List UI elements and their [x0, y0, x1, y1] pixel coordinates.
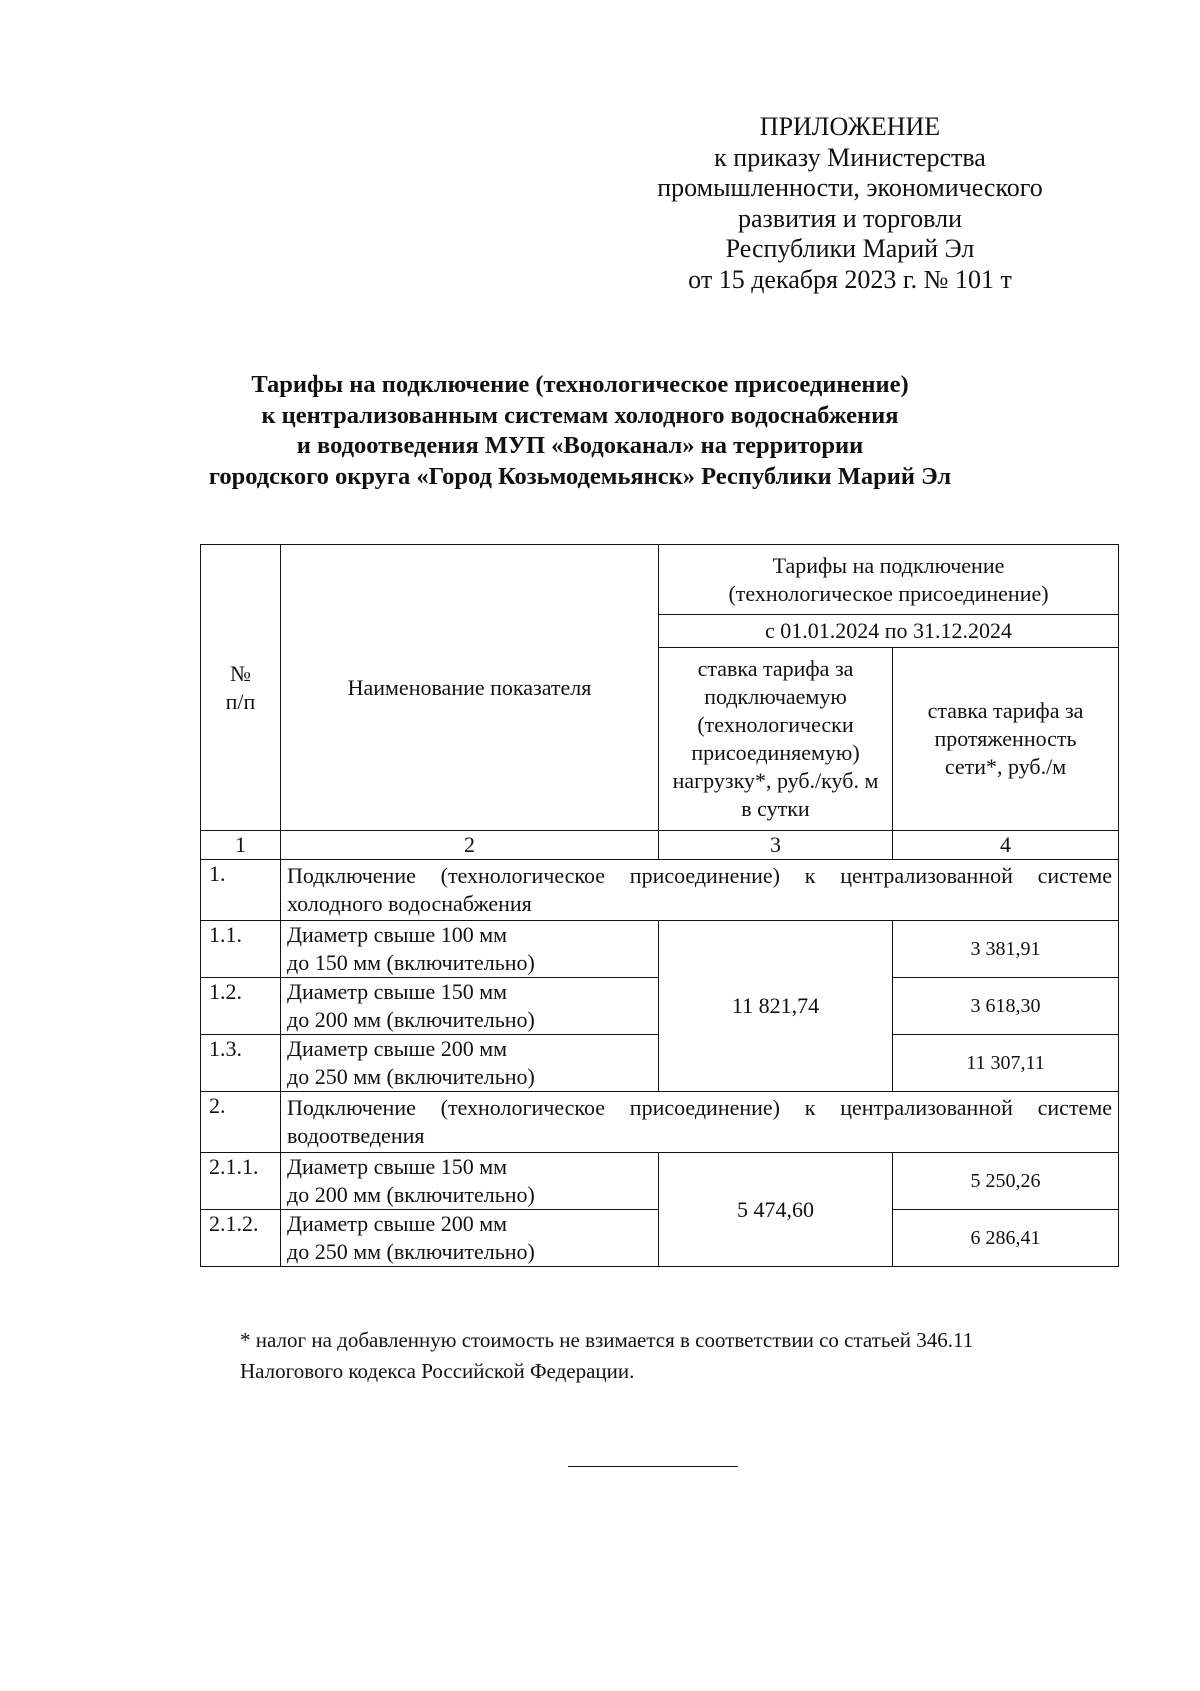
end-divider [568, 1466, 738, 1467]
row-num: 2.1.2. [201, 1210, 281, 1267]
appendix-line: Республики Марий Эл [725, 234, 975, 263]
row-name [281, 1210, 659, 1267]
column-number: 2 [281, 831, 659, 860]
row-name [281, 978, 659, 1035]
row-name-line: Диаметр свыше 100 мм [287, 922, 508, 947]
row-name-line: Диаметр свыше 150 мм [287, 1154, 508, 1179]
load-rate-value: 5 474,60 [659, 1153, 893, 1267]
row-name-line: до 250 мм (включительно) [287, 1064, 535, 1089]
footnote-line: * налог на добавленную стоимость не взимается в соответствии со статьей 346.11 [240, 1328, 974, 1352]
title-line: к централизованным системам холодного водоснабжения [261, 401, 899, 429]
column-number: 4 [893, 831, 1119, 860]
appendix-heading: ПРИЛОЖЕНИЕ [759, 112, 941, 141]
header-tariffs-group: Тарифы на подключение (технологическое присоединение) [659, 545, 1119, 615]
row-name-line: Диаметр свыше 150 мм [287, 979, 508, 1004]
footnote [240, 1325, 1120, 1387]
document-title [150, 370, 1010, 492]
row-num: 2.1.1. [201, 1153, 281, 1210]
appendix-line: развития и торговли [737, 203, 962, 233]
column-number: 3 [659, 831, 893, 860]
table-row [201, 1153, 1119, 1210]
header-network-rate: ставка тарифа за протяженность сети*, руб./м [893, 648, 1119, 831]
row-num: 1. [201, 860, 281, 921]
row-name-line: Диаметр свыше 200 мм [287, 1036, 508, 1061]
row-num: 1.2. [201, 978, 281, 1035]
network-rate-value: 3 381,91 [893, 921, 1119, 978]
section-row [201, 860, 1119, 921]
load-rate-value: 11 821,74 [659, 921, 893, 1092]
row-name [281, 1153, 659, 1210]
header-load-rate: ставка тарифа за подключаемую (технологически присоединяемую) нагрузку*, руб./куб. м в сутки [659, 648, 893, 831]
network-rate-value: 5 250,26 [893, 1153, 1119, 1210]
network-rate-value: 6 286,41 [893, 1210, 1119, 1267]
section-title: Подключение (технологическое присоединение) к централизованной системе водоотведения [281, 1092, 1119, 1153]
header-num: № п/п [201, 545, 281, 831]
row-name-line: до 150 мм (включительно) [287, 950, 535, 975]
title-line: Тарифы на подключение (технологическое присоединение) [251, 371, 909, 398]
row-name-line: Диаметр свыше 200 мм [287, 1211, 508, 1236]
row-num: 1.1. [201, 921, 281, 978]
network-rate-value: 3 618,30 [893, 978, 1119, 1035]
section-title: Подключение (технологическое присоединение) к централизованной системе холодного водоснабжения [281, 860, 1119, 921]
row-name-line: до 200 мм (включительно) [287, 1182, 535, 1207]
appendix-line: промышленности, экономического [657, 173, 1043, 202]
table-row [201, 921, 1119, 978]
column-number: 1 [201, 831, 281, 860]
row-name [281, 921, 659, 978]
appendix-line: к приказу Министерства [714, 142, 986, 172]
column-number-row [201, 831, 1119, 860]
header-name: Наименование показателя [281, 545, 659, 831]
appendix-block [600, 112, 1100, 295]
tariffs-table [200, 544, 1119, 1267]
footnote-line: Налогового кодекса Российской Федерации. [240, 1359, 635, 1383]
row-name-line: до 200 мм (включительно) [287, 1007, 535, 1032]
title-line: городского округа «Город Козьмодемьянск» Республики Марий Эл [208, 462, 952, 490]
section-row [201, 1092, 1119, 1153]
row-num: 1.3. [201, 1035, 281, 1092]
row-name [281, 1035, 659, 1092]
header-period: с 01.01.2024 по 31.12.2024 [659, 615, 1119, 648]
title-line: и водоотведения МУП «Водоканал» на территории [296, 432, 864, 459]
row-num: 2. [201, 1092, 281, 1153]
appendix-date-number: от 15 декабря 2023 г. № 101 т [688, 264, 1012, 294]
header-row [201, 545, 1119, 615]
network-rate-value: 11 307,11 [893, 1035, 1119, 1092]
row-name-line: до 250 мм (включительно) [287, 1239, 535, 1264]
